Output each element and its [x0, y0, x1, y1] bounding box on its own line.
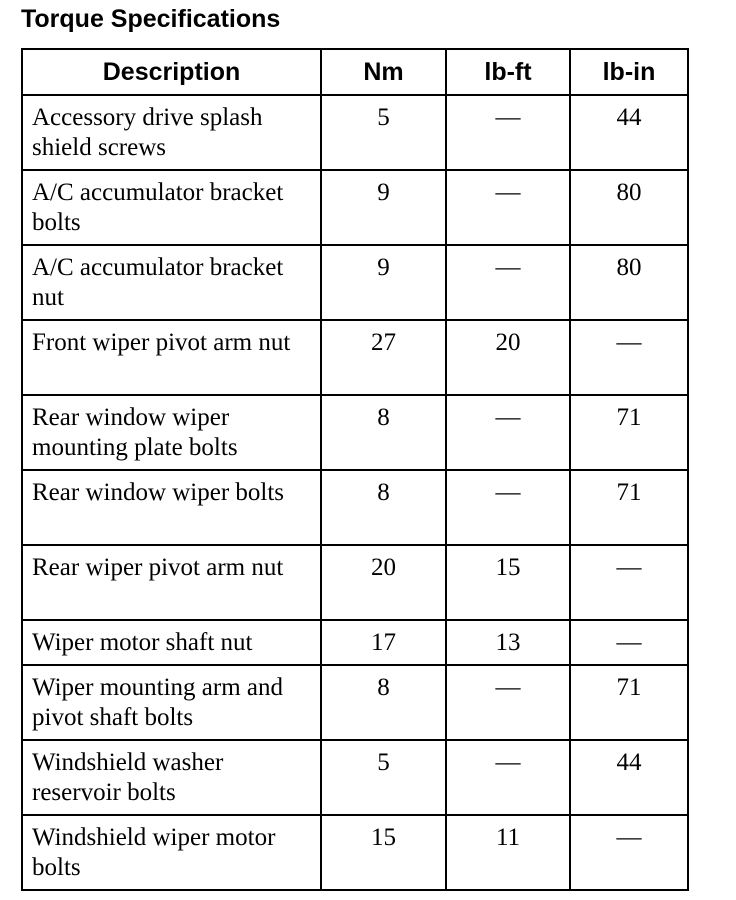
table-row [22, 320, 688, 395]
cell-description: A/C accumulator bracket bolts [22, 170, 321, 245]
header-lbft: lb-ft [446, 49, 570, 95]
cell-description: A/C accumulator bracket nut [22, 245, 321, 320]
table-row [22, 395, 688, 470]
page-title: Torque Specifications [21, 5, 281, 33]
table-row [22, 95, 688, 170]
table-row [22, 815, 688, 890]
cell-lbft: — [446, 395, 570, 470]
cell-lbin: 71 [570, 395, 688, 470]
cell-nm: 5 [321, 740, 446, 815]
cell-lbft: — [446, 740, 570, 815]
cell-description: Wiper motor shaft nut [22, 620, 321, 665]
cell-lbin: — [570, 320, 688, 395]
cell-lbft: — [446, 665, 570, 740]
cell-lbin: 80 [570, 245, 688, 320]
cell-nm: 20 [321, 545, 446, 620]
table-row [22, 170, 688, 245]
cell-lbft: — [446, 170, 570, 245]
torque-spec-table [21, 48, 689, 891]
cell-description: Rear wiper pivot arm nut [22, 545, 321, 620]
cell-lbin: — [570, 620, 688, 665]
header-nm: Nm [321, 49, 446, 95]
cell-description: Accessory drive splash shield screws [22, 95, 321, 170]
cell-nm: 8 [321, 470, 446, 545]
table-header-row [22, 49, 688, 95]
table-row [22, 665, 688, 740]
cell-lbft: — [446, 95, 570, 170]
cell-nm: 27 [321, 320, 446, 395]
cell-nm: 5 [321, 95, 446, 170]
cell-lbft: 13 [446, 620, 570, 665]
table-row [22, 740, 688, 815]
cell-lbin: 44 [570, 95, 688, 170]
cell-lbft: 15 [446, 545, 570, 620]
cell-description: Rear window wiper bolts [22, 470, 321, 545]
cell-description: Windshield wiper motor bolts [22, 815, 321, 890]
header-lbin: lb-in [570, 49, 688, 95]
cell-description: Front wiper pivot arm nut [22, 320, 321, 395]
table-row [22, 245, 688, 320]
cell-lbin: 71 [570, 470, 688, 545]
cell-lbin: 71 [570, 665, 688, 740]
cell-nm: 9 [321, 170, 446, 245]
cell-nm: 15 [321, 815, 446, 890]
cell-nm: 8 [321, 395, 446, 470]
cell-description: Windshield washer reservoir bolts [22, 740, 321, 815]
header-description: Description [22, 49, 321, 95]
table-row [22, 470, 688, 545]
cell-lbin: 44 [570, 740, 688, 815]
table-row [22, 545, 688, 620]
cell-nm: 17 [321, 620, 446, 665]
cell-lbin: — [570, 815, 688, 890]
cell-lbin: — [570, 545, 688, 620]
cell-lbft: — [446, 245, 570, 320]
cell-lbft: 20 [446, 320, 570, 395]
cell-nm: 9 [321, 245, 446, 320]
cell-lbft: — [446, 470, 570, 545]
cell-lbft: 11 [446, 815, 570, 890]
table-row [22, 620, 688, 665]
cell-description: Wiper mounting arm and pivot shaft bolts [22, 665, 321, 740]
cell-lbin: 80 [570, 170, 688, 245]
cell-description: Rear window wiper mounting plate bolts [22, 395, 321, 470]
cell-nm: 8 [321, 665, 446, 740]
